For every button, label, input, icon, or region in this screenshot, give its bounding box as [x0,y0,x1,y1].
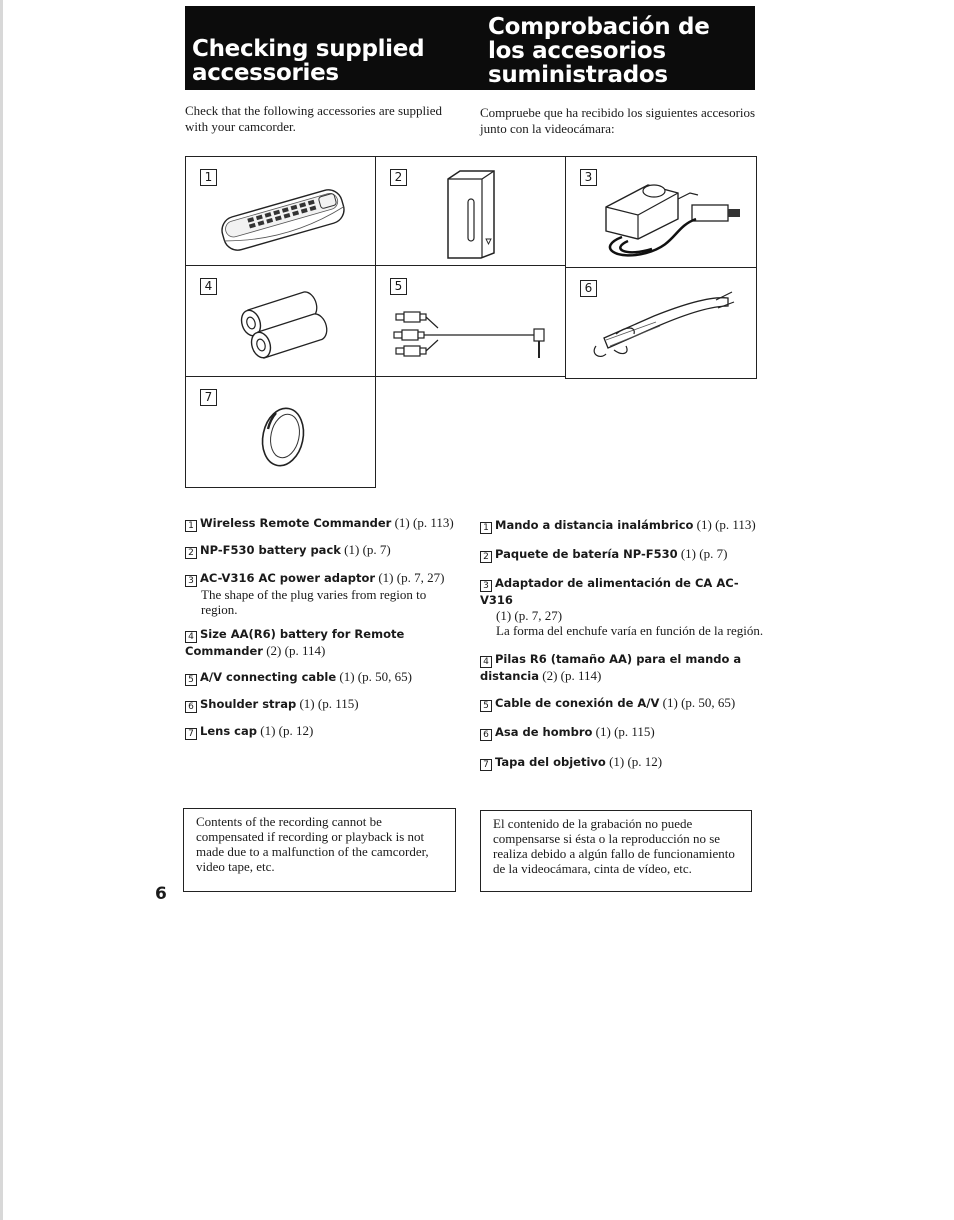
list-item: 5 Cable de conexión de A/V (1) (p. 50, 65) [480,695,770,712]
list-item: 5 A/V connecting cable (1) (p. 50, 65) [185,669,465,686]
list-item: 1 Mando a distancia inalámbrico (1) (p. 113) [480,517,770,534]
list-item: 6 Asa de hombro (1) (p. 115) [480,724,770,741]
figure-cell-remote [185,156,376,266]
note-box-spanish [480,810,752,892]
figure-label-5: 5 [390,278,407,295]
page-number: 6 [155,884,167,904]
section-title-spanish: Comprobación de los accesorios suministrados [488,14,710,88]
section-title-english: Checking supplied accessories [192,36,425,86]
note-box-english [183,808,456,892]
figure-label-2: 2 [390,169,407,186]
accessories-figure [185,156,757,488]
list-item: 2 Paquete de batería NP-F530 (1) (p. 7) [480,546,770,563]
figure-label-7: 7 [200,389,217,406]
figure-cell-av-cable [375,265,566,377]
list-item: 4 Pilas R6 (tamaño AA) para el mando a distancia (2) (p. 114) [480,652,742,683]
list-item: 4 Size AA(R6) battery for Remote Commander (2) (p. 114) [185,627,405,658]
intro-text-spanish: Compruebe que ha recibido los siguientes accesorios junto con la videocámara: [480,105,756,136]
figure-cell-battery [375,156,566,266]
figure-label-4: 4 [200,278,217,295]
figure-cell-strap [565,267,757,379]
list-item: 3 Adaptador de alimentación de CA AC-V316 (1) (p. 7, 27) La forma del enchufe varía en función de la región. [480,576,764,638]
list-item: 2 NP-F530 battery pack (1) (p. 7) [185,542,465,559]
note-text-english: Contents of the recording cannot be compensated if recording or playback is not made due to a malfunction of the camcorder, video tape, etc. [196,814,429,874]
figure-cell-adaptor [565,156,757,268]
figure-cell-lens-cap [185,376,376,488]
list-item: 7 Tapa del objetivo (1) (p. 12) [480,754,770,771]
note-text-spanish: El contenido de la grabación no puede compensarse si ésta o la reproducción no se realiza debido a algún fallo de funcionamiento de la videocámara, cinta de vídeo, etc. [493,816,735,876]
figure-label-6: 6 [580,280,597,297]
list-item: 1 Wireless Remote Commander (1) (p. 113) [185,515,465,532]
list-item: 6 Shoulder strap (1) (p. 115) [185,696,465,713]
intro-text-english: Check that the following accessories are supplied with your camcorder. [185,103,443,134]
list-item: 3 AC-V316 AC power adaptor (1) (p. 7, 27) The shape of the plug varies from region to region. [185,570,465,617]
figure-cell-batteries [185,265,376,377]
figure-label-1: 1 [200,169,217,186]
figure-label-3: 3 [580,169,597,186]
page-scan-edge [0,0,3,1220]
list-item: 7 Lens cap (1) (p. 12) [185,723,465,740]
